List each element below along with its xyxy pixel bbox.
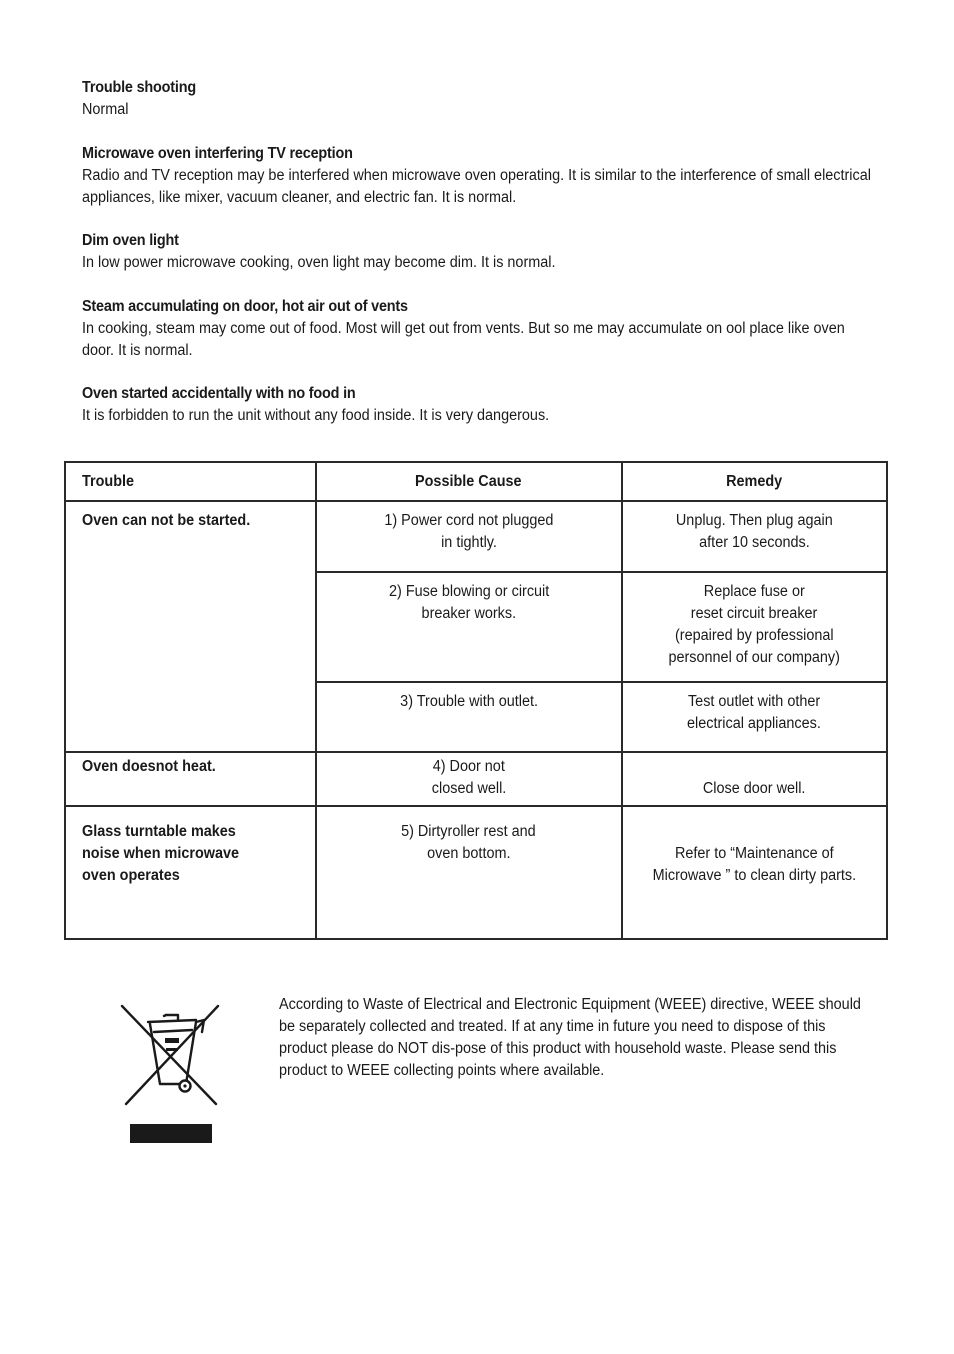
section-title: Trouble shooting <box>82 79 196 96</box>
table-row <box>65 501 887 572</box>
remedy-cell: Replace fuse or reset circuit breaker (repaired by professional personnel of our company) <box>622 572 887 682</box>
section-title: Oven started accidentally with no food in <box>82 385 356 402</box>
cause-cell: 3) Trouble with outlet. <box>316 682 622 752</box>
section-tv-reception <box>82 143 872 209</box>
remedy-cell: Unplug. Then plug again after 10 seconds. <box>622 501 887 572</box>
cause-cell: 5) Dirtyroller rest and oven bottom. <box>316 806 622 939</box>
section-trouble-shooting <box>82 77 872 121</box>
section-steam <box>82 296 872 362</box>
section-body: Normal <box>82 101 129 118</box>
section-body: In cooking, steam may come out of food. Most will get out from vents. But so me may accumulate on ool place like oven door. It is normal. <box>82 320 845 359</box>
header-cell-trouble: Trouble <box>65 462 316 501</box>
troubleshooting-table <box>64 461 888 940</box>
section-body: Radio and TV reception may be interfered when microwave oven operating. It is similar to the interference of small electrical appliances, like mixer, vacuum cleaner, and electric fan. It is normal. <box>82 167 871 206</box>
section-dim-light <box>82 230 872 274</box>
table-header-row <box>65 462 887 501</box>
section-body: It is forbidden to run the unit without any food inside. It is very dangerous. <box>82 407 550 424</box>
trouble-cell: Glass turntable makes noise when microwave oven operates <box>65 806 316 939</box>
section-no-food <box>82 383 872 427</box>
table-row <box>65 752 887 806</box>
trouble-cell: Oven can not be started. <box>65 501 316 752</box>
section-title: Microwave oven interfering TV reception <box>82 145 353 162</box>
header-cell-remedy: Remedy <box>622 462 887 501</box>
weee-notice: According to Waste of Electrical and Electronic Equipment (WEEE) directive, WEEE should be separately collected and treated. If at any time in future you need to dispose of this product please do NOT dis-pose of this product with household waste. Please send this product to WEEE collecting points where available. <box>279 996 861 1079</box>
section-title: Dim oven light <box>82 232 179 249</box>
crossed-out-wheelie-bin-icon <box>118 1000 222 1146</box>
section-title: Steam accumulating on door, hot air out of vents <box>82 298 408 315</box>
header-cell-cause: Possible Cause <box>316 462 622 501</box>
section-body: In low power microwave cooking, oven light may become dim. It is normal. <box>82 254 556 271</box>
table-row <box>65 806 887 939</box>
trouble-cell: Oven doesnot heat. <box>65 752 316 806</box>
remedy-cell: Refer to “Maintenance of Microwave ” to clean dirty parts. <box>622 806 887 939</box>
cause-cell: 1) Power cord not plugged in tightly. <box>316 501 622 572</box>
cause-cell: 4) Door not closed well. <box>316 752 622 806</box>
remedy-cell: Test outlet with other electrical appliances. <box>622 682 887 752</box>
remedy-cell: Close door well. <box>622 752 887 806</box>
cause-cell: 2) Fuse blowing or circuit breaker works. <box>316 572 622 682</box>
